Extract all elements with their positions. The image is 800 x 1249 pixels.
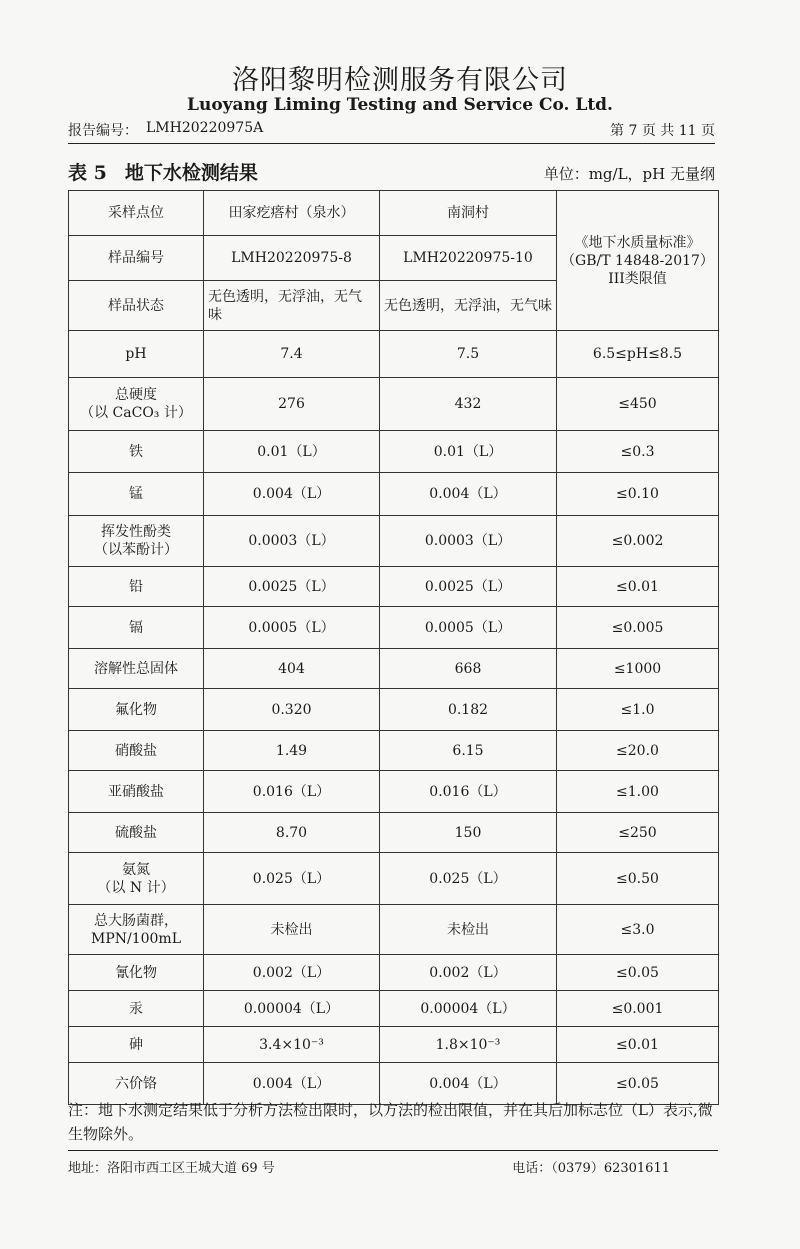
site2-value: 668	[380, 649, 557, 689]
table-row	[69, 431, 719, 473]
site2-value: 0.004（L）	[380, 473, 557, 516]
site2-value: 150	[380, 813, 557, 853]
table-row-sampling-point	[69, 191, 719, 236]
site2-point: 南洞村	[380, 191, 557, 236]
site1-value: 未检出	[204, 905, 380, 955]
site1-value: 0.004（L）	[204, 473, 380, 516]
site2-value: 0.00004（L）	[380, 991, 557, 1027]
item-name: 铁	[69, 431, 204, 473]
company-name-cn: 洛阳黎明检测服务有限公司	[232, 65, 568, 96]
site1-value: 0.00004（L）	[204, 991, 380, 1027]
table-title	[68, 158, 258, 185]
limit-value: ≤450	[557, 378, 719, 431]
site2-value: 0.0005（L）	[380, 607, 557, 649]
site2-value: 432	[380, 378, 557, 431]
limit-value: ≤0.10	[557, 473, 719, 516]
limit-value: ≤1.0	[557, 689, 719, 731]
site1-sample-no: LMH20220975-8	[204, 236, 380, 281]
site1-value: 1.49	[204, 731, 380, 771]
footer-address: 地址：洛阳市西工区王城大道 69 号	[68, 1161, 275, 1176]
page-info: 第 7 页 共 11 页	[610, 123, 715, 139]
site1-value: 8.70	[204, 813, 380, 853]
table-row	[69, 853, 719, 905]
limit-value: ≤1.00	[557, 771, 719, 813]
groundwater-results-table	[68, 190, 719, 1105]
limit-value: ≤0.002	[557, 516, 719, 567]
footer-phone: 电话：（0379）62301611	[512, 1161, 670, 1176]
limit-value: ≤20.0	[557, 731, 719, 771]
table-row	[69, 813, 719, 853]
table-row	[69, 991, 719, 1027]
limit-value: 6.5≤pH≤8.5	[557, 331, 719, 378]
unit-note: 单位：mg/L，pH 无量纲	[543, 165, 715, 183]
site1-value: 7.4	[204, 331, 380, 378]
item-name: pH	[69, 331, 204, 378]
page-footer	[68, 1157, 670, 1176]
limit-value: ≤0.01	[557, 567, 719, 607]
table-row	[69, 567, 719, 607]
limit-value: ≤0.001	[557, 991, 719, 1027]
item-name: 氰化物	[69, 955, 204, 991]
site2-sample-no: LMH20220975-10	[380, 236, 557, 281]
site2-value: 0.004（L）	[380, 1063, 557, 1105]
item-name: 氟化物	[69, 689, 204, 731]
limit-value: ≤0.005	[557, 607, 719, 649]
site1-value: 3.4×10⁻³	[204, 1027, 380, 1063]
site2-value: 0.0025（L）	[380, 567, 557, 607]
item-name: 汞	[69, 991, 204, 1027]
company-name-en: Luoyang Liming Testing and Service Co. Ltd.	[187, 95, 613, 115]
table-row	[69, 731, 719, 771]
site1-value: 0.0025（L）	[204, 567, 380, 607]
site1-value: 0.016（L）	[204, 771, 380, 813]
site2-value: 0.0003（L）	[380, 516, 557, 567]
table-title-text: 地下水检测结果	[124, 162, 258, 184]
row-label: 样品编号	[69, 236, 204, 281]
item-name: 锰	[69, 473, 204, 516]
item-name: 挥发性酚类 （以苯酚计）	[69, 516, 204, 567]
report-number	[68, 120, 263, 140]
site1-value: 404	[204, 649, 380, 689]
site2-value: 0.01（L）	[380, 431, 557, 473]
site2-value: 0.025（L）	[380, 853, 557, 905]
item-name: 硝酸盐	[69, 731, 204, 771]
site2-value: 0.182	[380, 689, 557, 731]
site1-point: 田家疙瘩村（泉水）	[204, 191, 380, 236]
site1-value: 0.0005（L）	[204, 607, 380, 649]
limit-value: ≤3.0	[557, 905, 719, 955]
item-name: 亚硝酸盐	[69, 771, 204, 813]
item-name: 氨氮 （以 N 计）	[69, 853, 204, 905]
site1-state: 无色透明，无浮油，无气味	[204, 281, 380, 331]
table-row	[69, 473, 719, 516]
limit-value: ≤1000	[557, 649, 719, 689]
table-row	[69, 771, 719, 813]
site2-state: 无色透明，无浮油，无气味	[380, 281, 557, 331]
site2-value: 未检出	[380, 905, 557, 955]
item-name: 总大肠菌群， MPN/100mL	[69, 905, 204, 955]
item-name: 总硬度 （以 CaCO₃ 计）	[69, 378, 204, 431]
limit-value: ≤0.01	[557, 1027, 719, 1063]
site1-value: 0.320	[204, 689, 380, 731]
limit-value: ≤0.50	[557, 853, 719, 905]
site2-value: 6.15	[380, 731, 557, 771]
item-name: 硫酸盐	[69, 813, 204, 853]
table-note: 注：地下水测定结果低于分析方法检出限时，以方法的检出限值，并在其后加标志位（L）表示,微生物除外。	[68, 1101, 713, 1143]
row-label: 采样点位	[69, 191, 204, 236]
site2-value: 0.016（L）	[380, 771, 557, 813]
site2-value: 7.5	[380, 331, 557, 378]
table-row	[69, 955, 719, 991]
item-name: 镉	[69, 607, 204, 649]
table-title-line	[68, 158, 715, 185]
item-name: 铅	[69, 567, 204, 607]
table-number: 表 5	[68, 162, 107, 184]
table-row	[69, 1027, 719, 1063]
table-row	[69, 607, 719, 649]
report-info-line	[68, 120, 715, 144]
table-row	[69, 689, 719, 731]
item-name: 砷	[69, 1027, 204, 1063]
limit-value: ≤0.05	[557, 955, 719, 991]
item-name: 溶解性总固体	[69, 649, 204, 689]
table-row	[69, 378, 719, 431]
table-row	[69, 331, 719, 378]
site1-value: 0.002（L）	[204, 955, 380, 991]
standard-header: 《地下水质量标准》（GB/T 14848-2017）III类限值	[557, 191, 719, 331]
item-name: 六价铬	[69, 1063, 204, 1105]
report-number-value: LMH20220975A	[146, 120, 264, 136]
report-number-label: 报告编号：	[68, 123, 138, 139]
site1-value: 0.025（L）	[204, 853, 380, 905]
table-row	[69, 516, 719, 567]
limit-value: ≤0.05	[557, 1063, 719, 1105]
site1-value: 0.004（L）	[204, 1063, 380, 1105]
site2-value: 0.002（L）	[380, 955, 557, 991]
limit-value: ≤250	[557, 813, 719, 853]
table-row	[69, 649, 719, 689]
site1-value: 276	[204, 378, 380, 431]
site1-value: 0.01（L）	[204, 431, 380, 473]
site1-value: 0.0003（L）	[204, 516, 380, 567]
site2-value: 1.8×10⁻³	[380, 1027, 557, 1063]
limit-value: ≤0.3	[557, 431, 719, 473]
row-label: 样品状态	[69, 281, 204, 331]
footer-rule	[68, 1150, 718, 1151]
table-row	[69, 905, 719, 955]
